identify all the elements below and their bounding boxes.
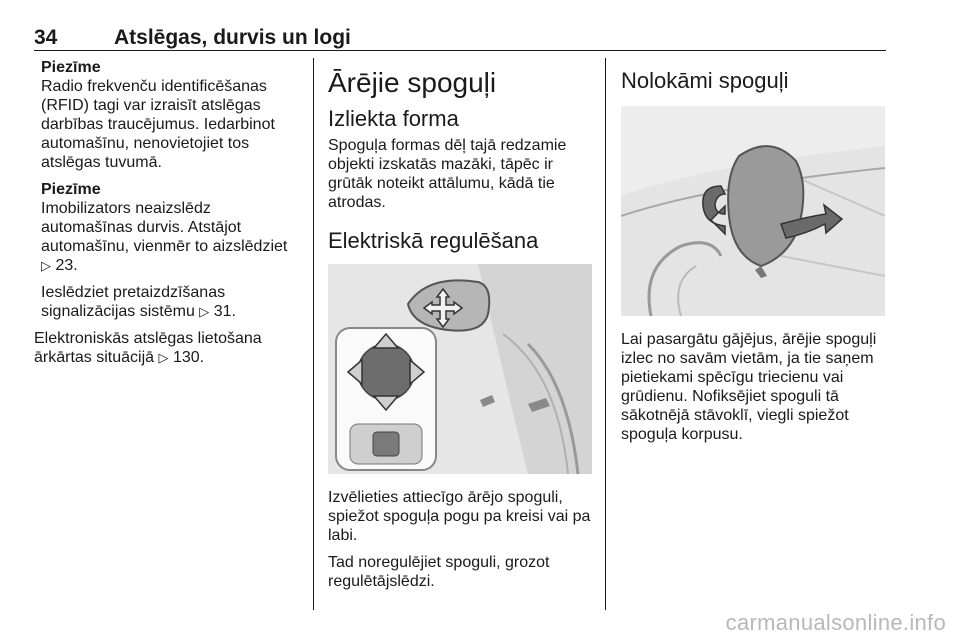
- cross-reference-link[interactable]: 31.: [213, 303, 236, 320]
- page-number: 34: [34, 26, 58, 49]
- section-heading: Ārējie spoguļi: [328, 67, 497, 98]
- note-text: Imobilizators neaizslēdz automašīnas durvis. Atstājot automašīnu, vienmēr to aizslēdziet ▷ 23.: [41, 200, 288, 274]
- cross-reference-link[interactable]: 23.: [55, 257, 78, 274]
- column-divider: [605, 58, 606, 610]
- header-rule: [34, 50, 886, 51]
- cross-reference-link[interactable]: 130.: [172, 349, 205, 366]
- paragraph: Izvēlieties attiecīgo ārējo spoguli, spiežot spoguļa pogu pa kreisi vai pa labi.: [328, 489, 591, 544]
- paragraph: Elektroniskās atslēgas lietošana ārkārtas situācijā ▷ 130.: [34, 330, 262, 366]
- note-1: [34, 58, 296, 172]
- paragraph: Tad noregulējiet spoguli, grozot regulētājslēdzi.: [328, 554, 550, 590]
- paragraph: Lai pasargātu gājējus, ārējie spoguļi izlec no savām vietām, ja tie saņem pietiekami spēcīgu triecienu vai grūdienu. Nofiksējiet spoguli tā sākotnējā stāvoklī, viegli spiežot spoguļa korpusu.: [621, 331, 877, 443]
- arrow-triangle-icon: ▷: [158, 350, 169, 365]
- column-divider: [313, 58, 314, 610]
- subsection-heading: Elektriskā regulēšana: [328, 228, 539, 253]
- folding-mirror-diagram: [621, 106, 885, 316]
- section-heading: Nolokāmi spoguļi: [621, 68, 789, 93]
- door-switch-diagram: [328, 264, 592, 474]
- folding-mirror-illustration: [621, 106, 885, 316]
- page-header: [34, 26, 886, 50]
- note-text: Ieslēdziet pretaizdzīšanas signalizācijas sistēmu ▷ 31.: [41, 284, 236, 320]
- note-text: Radio frekvenču identificēšanas (RFID) tagi var izraisīt atslēgas darbības traucējumus. Iedarbinot automašīnu, nenovietojiet tos atslēgas tuvumā.: [41, 78, 275, 171]
- note-title: Piezīme: [41, 181, 101, 198]
- note-2: [34, 180, 296, 321]
- chapter-title: Atslēgas, durvis un logi: [114, 26, 351, 49]
- arrow-triangle-icon: ▷: [41, 258, 51, 273]
- column-2: [328, 62, 592, 599]
- column-3: [621, 62, 885, 452]
- paragraph: Spoguļa formas dēļ tajā redzamie objekti izskatās mazāki, tāpēc ir grūtāk noteikt attālumu, kādā tie atrodas.: [328, 137, 567, 211]
- watermark: carmanualsonline.info: [725, 610, 946, 635]
- subsection-heading: Izliekta forma: [328, 106, 459, 131]
- column-1: [34, 58, 296, 375]
- arrow-triangle-icon: ▷: [199, 304, 210, 319]
- note-title: Piezīme: [41, 59, 101, 76]
- mirror-control-illustration: [328, 264, 592, 474]
